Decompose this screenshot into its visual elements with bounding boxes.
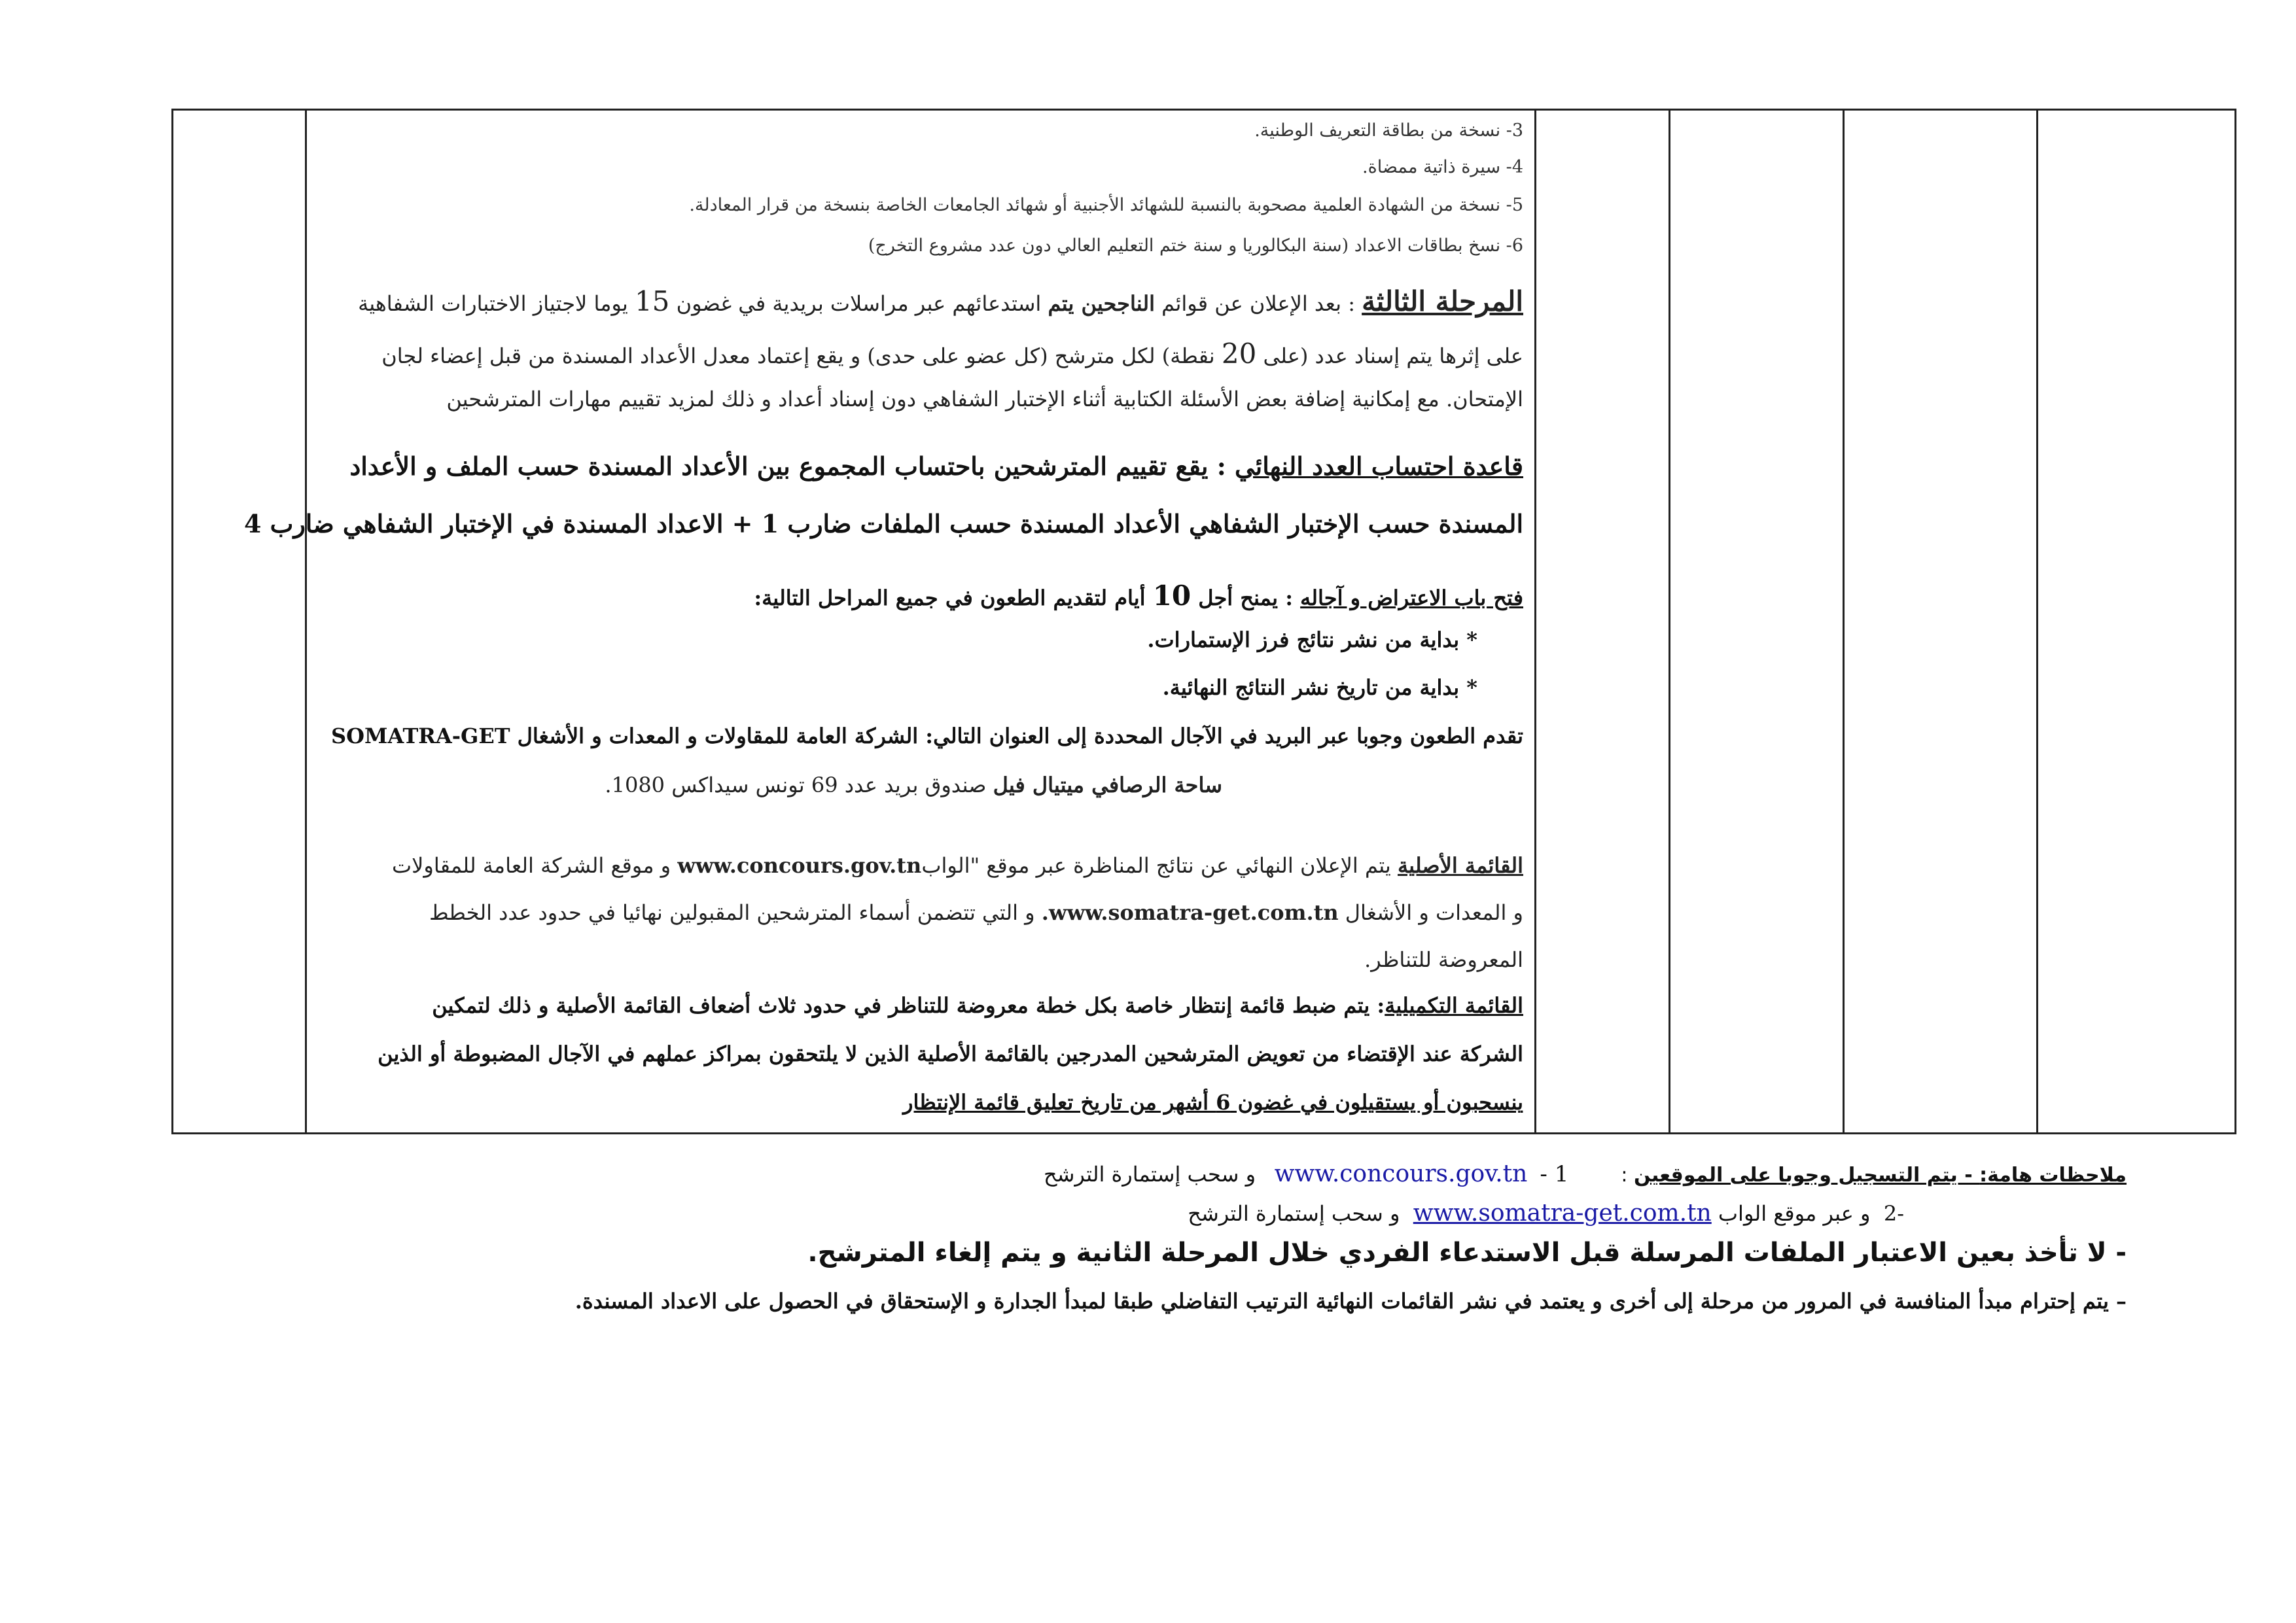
final-score-title: قاعدة احتساب العدد النهائي bbox=[1234, 451, 1523, 481]
document-item-4: 4- سيرة ذاتية ممضاة. bbox=[1362, 157, 1523, 177]
supplementary-list-title: القائمة التكميلية bbox=[1385, 993, 1523, 1018]
stage3-title: المرحلة الثالثة bbox=[1362, 285, 1523, 317]
notes-warning: - لا تأخذ بعين الاعتبار الملفات المرسلة قبل الاستدعاء الفردي خلال المرحلة الثانية و يتم إلغاء المترشح. bbox=[807, 1238, 2127, 1268]
stage3-line3: الإمتحان. مع إمكانية إضافة بعض الأسئلة الكتابية أثناء الإختبار الشفاهي دون إسناد أعداد و ذلك لمزيد تقييم مهارات المترشحين bbox=[446, 387, 1523, 411]
table-column-divider bbox=[2036, 109, 2038, 1134]
table-column-divider bbox=[1669, 109, 1670, 1134]
address-line1: تقدم الطعون وجوبا عبر البريد في الآجال المحددة إلى العنوان التالي: الشركة العامة للمقاولات و المعدات و الأشغال SOMATRA-GET bbox=[330, 724, 1523, 748]
original-list-line2: و المعدات و الأشغال www.somatra-get.com.tn. و التي تتضمن أسماء المترشحين المقبولين نهائيا في حدود عدد الخطط bbox=[429, 900, 1523, 925]
original-list-line3: المعروضة للتناظر. bbox=[1364, 947, 1523, 972]
notes-concours-site-link[interactable]: www.concours.gov.tn bbox=[1274, 1161, 1528, 1187]
final-score-line2: المسندة حسب الإختبار الشفاهي الأعداد المسندة حسب الملفات ضارب 1 + الاعداد المسندة في الإختبار الشفاهي ضارب 4 bbox=[244, 509, 1523, 538]
stage3-line1: المرحلة الثالثة : بعد الإعلان عن قوائم الناجحين يتم استدعائهم عبر مراسلات بريدية في غضون 15 يوما لاجتياز الاختبارات الشفاهية bbox=[358, 285, 1523, 317]
document-item-5: 5- نسخة من الشهادة العلمية مصحوبة بالنسبة للشهائد الأجنبية أو شهائد الجامعات الخاصة بنسخة من قرار المعادلة. bbox=[689, 195, 1523, 215]
important-notes bbox=[196, 1161, 2127, 1357]
supplementary-list-line1: القائمة التكميلية: يتم ضبط قائمة إنتظار خاصة بكل خطة معروضة للتناظر في حدود ثلاث أضعاف القائمة الأصلية و ذلك لتمكين bbox=[432, 993, 1523, 1018]
concours-site-link[interactable]: www.concours.gov.tn bbox=[677, 853, 922, 878]
original-list-title: القائمة الأصلية bbox=[1398, 853, 1523, 878]
somatra-site-link[interactable]: www.somatra-get.com.tn. bbox=[1041, 900, 1339, 925]
procedure-cell bbox=[244, 109, 1523, 1134]
notes-line2: -2 و عبر موقع الواب www.somatra-get.com.tn و سحب إستمارة الترشح bbox=[1188, 1200, 1904, 1227]
objection-bullet-2: * بداية من تاريخ نشر النتائج النهائية. bbox=[1162, 675, 1477, 700]
objection-title: فتح باب الاعتراض و آجاله bbox=[1300, 585, 1523, 610]
notes-label: ملاحظات هامة: bbox=[1979, 1164, 2127, 1187]
notes-line1: ملاحظات هامة: - يتم التسجيل وجوبا على الموقعين :1 - www.concours.gov.tn و سحب إستمارة الترشح bbox=[1043, 1161, 2127, 1187]
original-list-line1: القائمة الأصلية يتم الإعلان النهائي عن نتائج المناظرة عبر موقع "الوابwww.concours.gov.tn و موقع الشركة العامة للمقاولات bbox=[391, 853, 1523, 878]
objection-line1: فتح باب الاعتراض و آجاله : يمنح أجل 10 أيام لتقديم الطعون في جميع المراحل التالية: bbox=[754, 580, 1523, 612]
final-score-line1: قاعدة احتساب العدد النهائي : يقع تقييم المترشحين باحتساب المجموع بين الأعداد المسندة حسب الملف و الأعداد bbox=[349, 451, 1523, 481]
notes-principle: – يتم إحترام مبدأ المنافسة في المرور من مرحلة إلى أخرى و يعتمد في نشر القائمات النهائية الترتيب التفاضلي طبقا لمبدأ الجدارة و الإستحقاق في الحصول على الاعداد المسندة. bbox=[574, 1289, 2127, 1314]
table-column-divider bbox=[305, 109, 307, 1134]
table-column-divider bbox=[1534, 109, 1536, 1134]
document-item-3: 3- نسخة من بطاقة التعريف الوطنية. bbox=[1254, 120, 1523, 141]
address-line2: ساحة الرصافي ميتيال فيل صندوق بريد عدد 69 تونس سيداكس 1080. bbox=[605, 773, 1222, 797]
supplementary-list-line3: ينسحبون أو يستقيلون في غضون 6 أشهر من تاريخ تعليق قائمة الإنتظار bbox=[903, 1090, 1523, 1115]
notes-somatra-site-link[interactable]: www.somatra-get.com.tn bbox=[1413, 1200, 1712, 1227]
stage3-line2: على إثرها يتم إسناد عدد (على 20 نقطة) لكل مترشح (كل عضو على حدى) و يقع إعتماد معدل الأعداد المسندة من قبل إعضاء لجان bbox=[381, 338, 1523, 370]
supplementary-list-line2: الشركة عند الإقتضاء من تعويض المترشحين المدرجين بالقائمة الأصلية الذين لا يلتحقون بمراكز عملهم في الآجال المضبوطة أو الذين bbox=[378, 1041, 1523, 1066]
document-item-6: 6- نسخ بطاقات الاعداد (سنة البكالوريا و سنة ختم التعليم العالي دون عدد مشروع التخرج) bbox=[868, 236, 1523, 256]
objection-bullet-1: * بداية من نشر نتائج فرز الإستمارات. bbox=[1147, 627, 1477, 652]
table-column-divider bbox=[1843, 109, 1845, 1134]
